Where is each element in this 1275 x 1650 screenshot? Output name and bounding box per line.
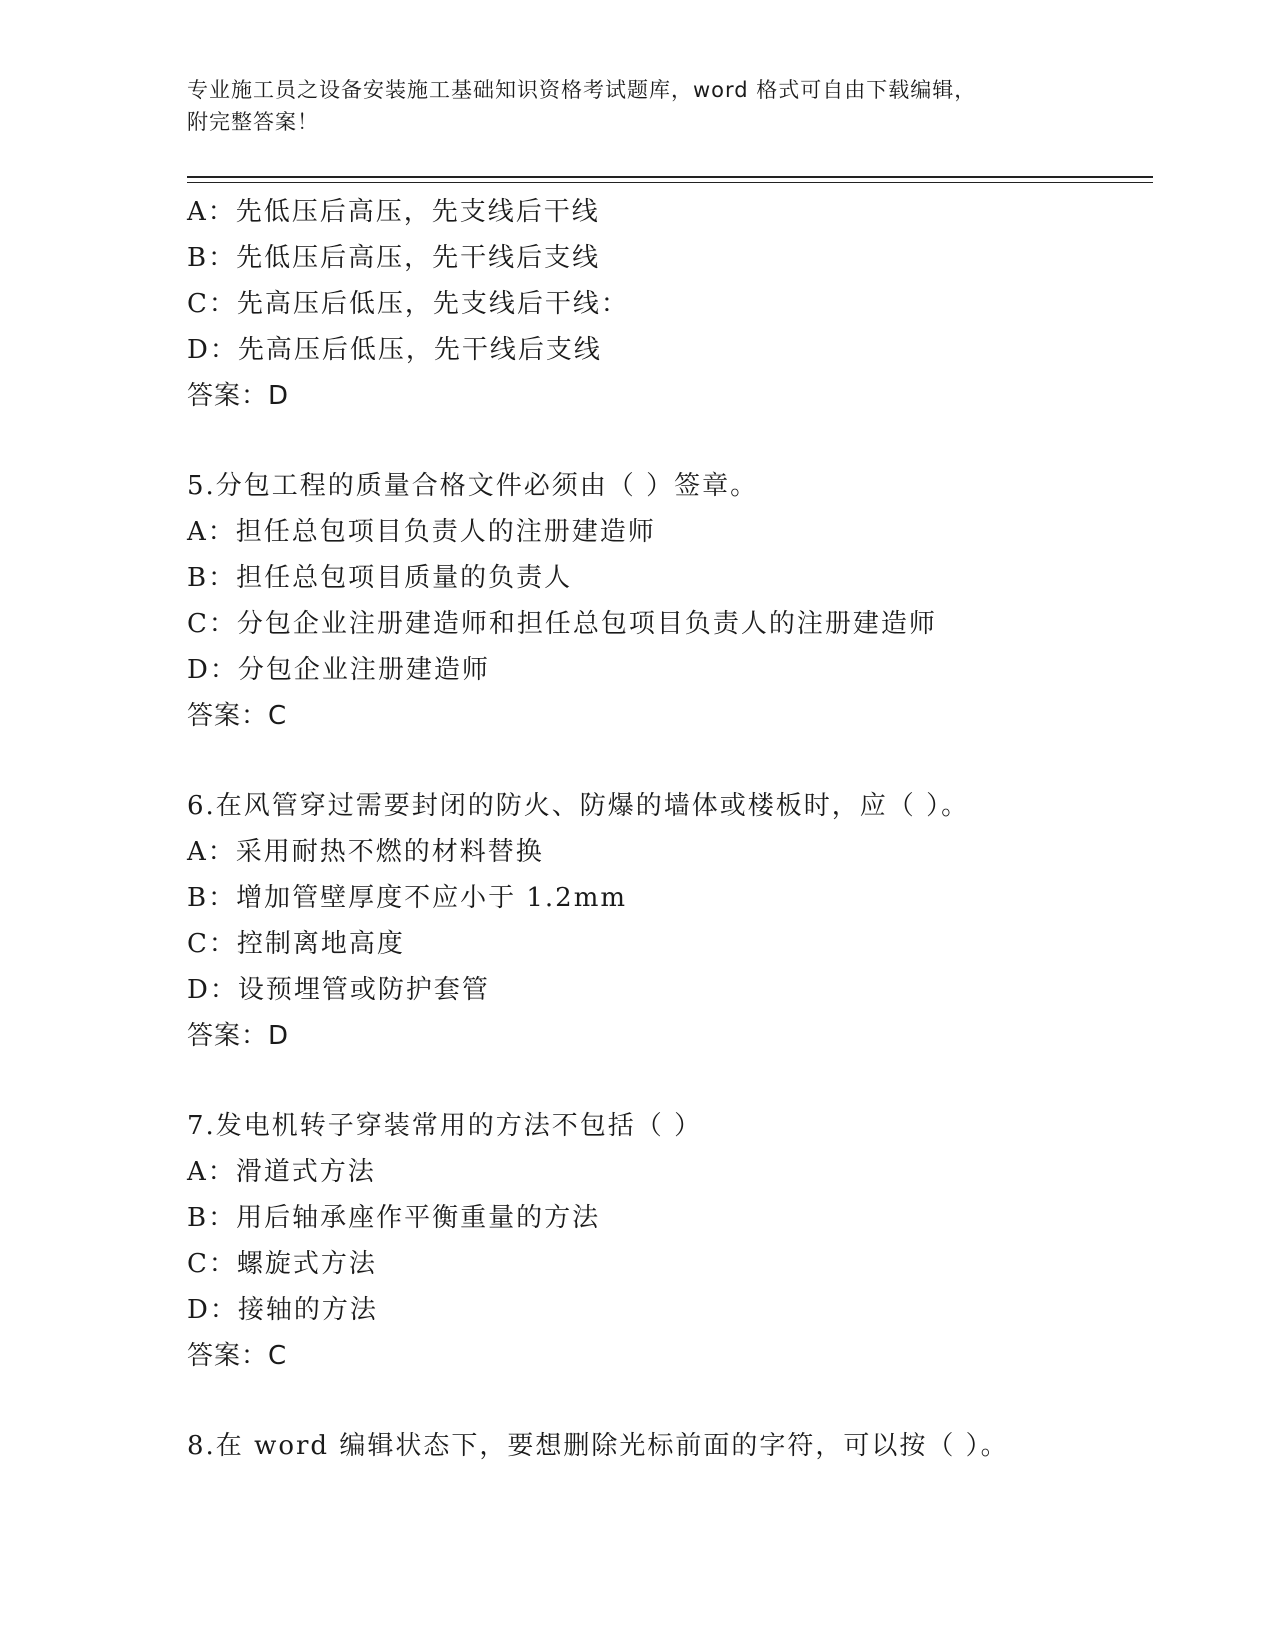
spacer (187, 419, 1153, 463)
spacer (187, 1059, 1153, 1103)
answer-line: 答案：D (187, 1021, 290, 1051)
option-b: B：增加管壁厚度不应小于 1.2mm (187, 883, 628, 913)
option-c: C：控制离地高度 (187, 929, 405, 959)
question-text: 6.在风管穿过需要封闭的防火、防爆的墙体或楼板时，应（ ）。 (187, 791, 970, 821)
option-b: B：先低压后高压，先干线后支线 (187, 243, 601, 273)
option-a: A：滑道式方法 (187, 1157, 376, 1187)
header-line-2: 附完整答案！ (187, 110, 319, 134)
question-block-5 (187, 463, 1153, 739)
header-divider-thick (187, 176, 1153, 178)
answer-line: 答案：C (187, 1341, 288, 1371)
option-a: A：担任总包项目负责人的注册建造师 (187, 517, 656, 547)
question-block-4 (187, 189, 1153, 419)
option-c: C：分包企业注册建造师和担任总包项目负责人的注册建造师 (187, 609, 937, 639)
option-c: C：先高压后低压，先支线后干线： (187, 289, 629, 319)
document-header (187, 74, 1087, 138)
option-b: B：担任总包项目质量的负责人 (187, 563, 573, 593)
option-d: D：设预埋管或防护套管 (187, 975, 490, 1005)
spacer (187, 739, 1153, 783)
question-block-6 (187, 783, 1153, 1059)
header-divider-thin (187, 182, 1153, 183)
option-d: D：分包企业注册建造师 (187, 655, 490, 685)
option-b: B：用后轴承座作平衡重量的方法 (187, 1203, 601, 1233)
question-text: 8.在 word 编辑状态下，要想删除光标前面的字符，可以按（ ）。 (187, 1431, 1009, 1461)
option-c: C：螺旋式方法 (187, 1249, 377, 1279)
answer-line: 答案：C (187, 701, 288, 731)
option-d: D：接轴的方法 (187, 1295, 378, 1325)
question-text: 5.分包工程的质量合格文件必须由（ ）签章。 (187, 471, 759, 501)
question-block-8 (187, 1423, 1153, 1469)
option-d: D：先高压后低压，先干线后支线 (187, 335, 602, 365)
answer-line: 答案：D (187, 381, 290, 411)
question-text: 7.发电机转子穿装常用的方法不包括（ ） (187, 1111, 703, 1141)
document-body (187, 189, 1153, 1469)
header-line-1: 专业施工员之设备安装施工基础知识资格考试题库，word 格式可自由下载编辑， (187, 78, 977, 102)
question-block-7 (187, 1103, 1153, 1379)
option-a: A：采用耐热不燃的材料替换 (187, 837, 544, 867)
option-a: A：先低压后高压，先支线后干线 (187, 197, 600, 227)
spacer (187, 1379, 1153, 1423)
